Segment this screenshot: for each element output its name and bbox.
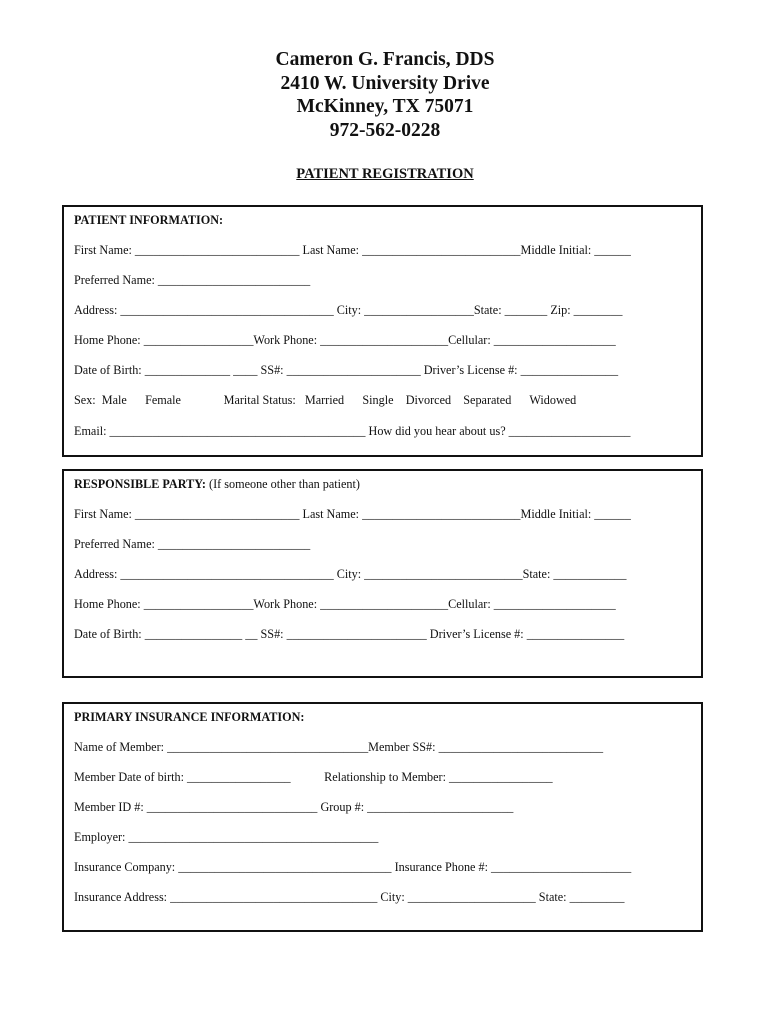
field-email-row[interactable]: Email: __________________________________________ How did you hear about us? ____________________ [74,424,631,438]
letterhead [0,48,770,142]
primary-insurance-section [62,702,703,932]
field-sex-marital-row[interactable]: Sex: Male Female Marital Status: Married Single Divorced Separated Widowed [74,393,577,407]
field-address-row[interactable]: Address: ___________________________________ City: __________________State: _______ Zip: ________ [74,303,623,317]
field-member-id-row[interactable]: Member ID #: ____________________________ Group #: ________________________ [74,800,514,814]
section-title: RESPONSIBLE PARTY: [74,477,206,491]
field-insurance-company-row[interactable]: Insurance Company: ___________________________________ Insurance Phone #: _______________________ [74,860,632,874]
practice-phone: 972-562-0228 [329,119,441,141]
field-name-row[interactable]: First Name: ___________________________ Last Name: __________________________Middle Initial: ______ [74,243,631,257]
field-insurance-address-row[interactable]: Insurance Address: __________________________________ City: _____________________ State: _________ [74,890,625,904]
responsible-party-section [62,469,703,678]
field-address-row[interactable]: Address: ___________________________________ City: __________________________State: ____________ [74,567,627,581]
field-member-name-row[interactable]: Name of Member: _________________________________Member SS#: ___________________________ [74,740,604,754]
field-dob-row[interactable]: Date of Birth: ______________ ____ SS#: ______________________ Driver’s License #: ________________ [74,363,619,377]
field-phone-row[interactable]: Home Phone: __________________Work Phone: _____________________Cellular: ____________________ [74,333,616,347]
section-title: PRIMARY INSURANCE INFORMATION: [74,710,305,724]
practice-city: McKinney, TX 75071 [296,96,474,117]
field-phone-row[interactable]: Home Phone: __________________Work Phone: _____________________Cellular: ____________________ [74,597,616,611]
patient-information-section [62,205,703,457]
practice-name: Cameron G. Francis, DDS [275,49,495,70]
form-title: PATIENT REGISTRATION [296,166,474,182]
field-member-dob-row[interactable]: Member Date of birth: _________________ Relationship to Member: _________________ [74,770,553,784]
field-dob-row[interactable]: Date of Birth: ________________ __ SS#: _______________________ Driver’s License #: ________________ [74,627,625,641]
section-subtitle: (If someone other than patient) [205,477,360,491]
field-name-row[interactable]: First Name: ___________________________ Last Name: __________________________Middle Initial: ______ [74,507,631,521]
section-title-row [74,477,360,491]
section-title: PATIENT INFORMATION: [74,213,224,227]
field-employer[interactable]: Employer: _________________________________________ [74,830,379,844]
practice-street: 2410 W. University Drive [280,72,490,94]
field-preferred-name[interactable]: Preferred Name: _________________________ [74,537,311,551]
field-preferred-name[interactable]: Preferred Name: _________________________ [74,273,311,287]
